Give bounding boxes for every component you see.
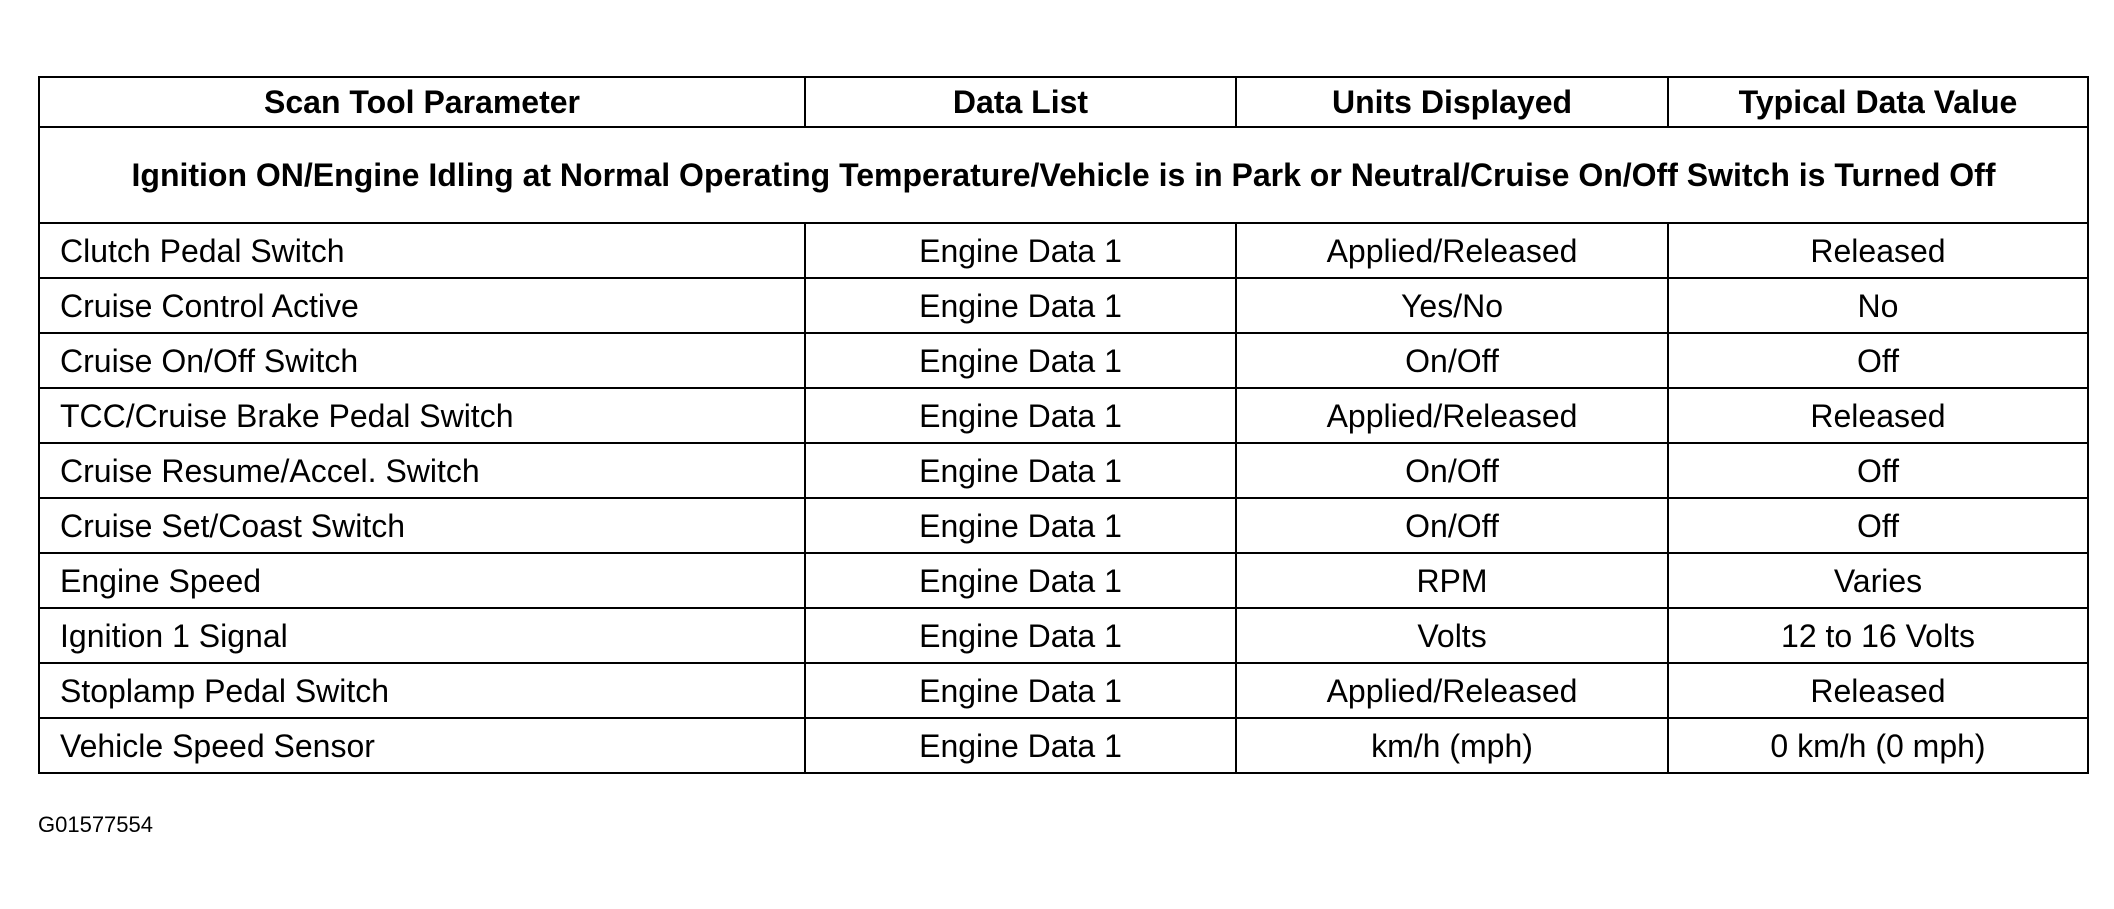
parameter-cell: Cruise Set/Coast Switch — [39, 498, 805, 553]
data-list-cell: Engine Data 1 — [805, 608, 1236, 663]
typical-value-cell: Off — [1668, 498, 2088, 553]
typical-value-cell: No — [1668, 278, 2088, 333]
table-row — [39, 333, 2088, 388]
table-row — [39, 718, 2088, 773]
data-list-cell: Engine Data 1 — [805, 718, 1236, 773]
condition-row — [39, 127, 2088, 223]
table-row — [39, 223, 2088, 278]
units-cell: Applied/Released — [1236, 663, 1668, 718]
table-row — [39, 443, 2088, 498]
parameter-cell: TCC/Cruise Brake Pedal Switch — [39, 388, 805, 443]
header-units-displayed: Units Displayed — [1236, 77, 1668, 127]
data-list-cell: Engine Data 1 — [805, 553, 1236, 608]
typical-value-cell: Released — [1668, 223, 2088, 278]
table-row — [39, 498, 2088, 553]
table-row — [39, 663, 2088, 718]
units-cell: Applied/Released — [1236, 388, 1668, 443]
figure-id-label: G01577554 — [38, 812, 153, 837]
table-row — [39, 553, 2088, 608]
parameter-cell: Ignition 1 Signal — [39, 608, 805, 663]
units-cell: km/h (mph) — [1236, 718, 1668, 773]
parameter-cell: Stoplamp Pedal Switch — [39, 663, 805, 718]
scan-tool-data-table-container — [38, 76, 2087, 774]
table-row — [39, 388, 2088, 443]
parameter-cell: Cruise On/Off Switch — [39, 333, 805, 388]
typical-value-cell: Released — [1668, 663, 2088, 718]
parameter-cell: Clutch Pedal Switch — [39, 223, 805, 278]
data-list-cell: Engine Data 1 — [805, 388, 1236, 443]
table-row — [39, 278, 2088, 333]
scan-tool-data-table — [38, 76, 2089, 774]
units-cell: On/Off — [1236, 443, 1668, 498]
units-cell: Yes/No — [1236, 278, 1668, 333]
table-header-row — [39, 77, 2088, 127]
units-cell: Volts — [1236, 608, 1668, 663]
data-list-cell: Engine Data 1 — [805, 278, 1236, 333]
typical-value-cell: 12 to 16 Volts — [1668, 608, 2088, 663]
typical-value-cell: 0 km/h (0 mph) — [1668, 718, 2088, 773]
parameter-cell: Cruise Resume/Accel. Switch — [39, 443, 805, 498]
data-list-cell: Engine Data 1 — [805, 498, 1236, 553]
typical-value-cell: Varies — [1668, 553, 2088, 608]
parameter-cell: Cruise Control Active — [39, 278, 805, 333]
header-typical-data-value: Typical Data Value — [1668, 77, 2088, 127]
units-cell: Applied/Released — [1236, 223, 1668, 278]
units-cell: On/Off — [1236, 333, 1668, 388]
table-row — [39, 608, 2088, 663]
units-cell: On/Off — [1236, 498, 1668, 553]
typical-value-cell: Released — [1668, 388, 2088, 443]
typical-value-cell: Off — [1668, 443, 2088, 498]
units-cell: RPM — [1236, 553, 1668, 608]
data-list-cell: Engine Data 1 — [805, 663, 1236, 718]
header-scan-tool-parameter: Scan Tool Parameter — [39, 77, 805, 127]
condition-text: Ignition ON/Engine Idling at Normal Operating Temperature/Vehicle is in Park or Neutral/Cruise On/Off Switch is Turned Off — [39, 127, 2088, 223]
typical-value-cell: Off — [1668, 333, 2088, 388]
data-list-cell: Engine Data 1 — [805, 223, 1236, 278]
data-list-cell: Engine Data 1 — [805, 443, 1236, 498]
header-data-list: Data List — [805, 77, 1236, 127]
parameter-cell: Engine Speed — [39, 553, 805, 608]
parameter-cell: Vehicle Speed Sensor — [39, 718, 805, 773]
data-list-cell: Engine Data 1 — [805, 333, 1236, 388]
